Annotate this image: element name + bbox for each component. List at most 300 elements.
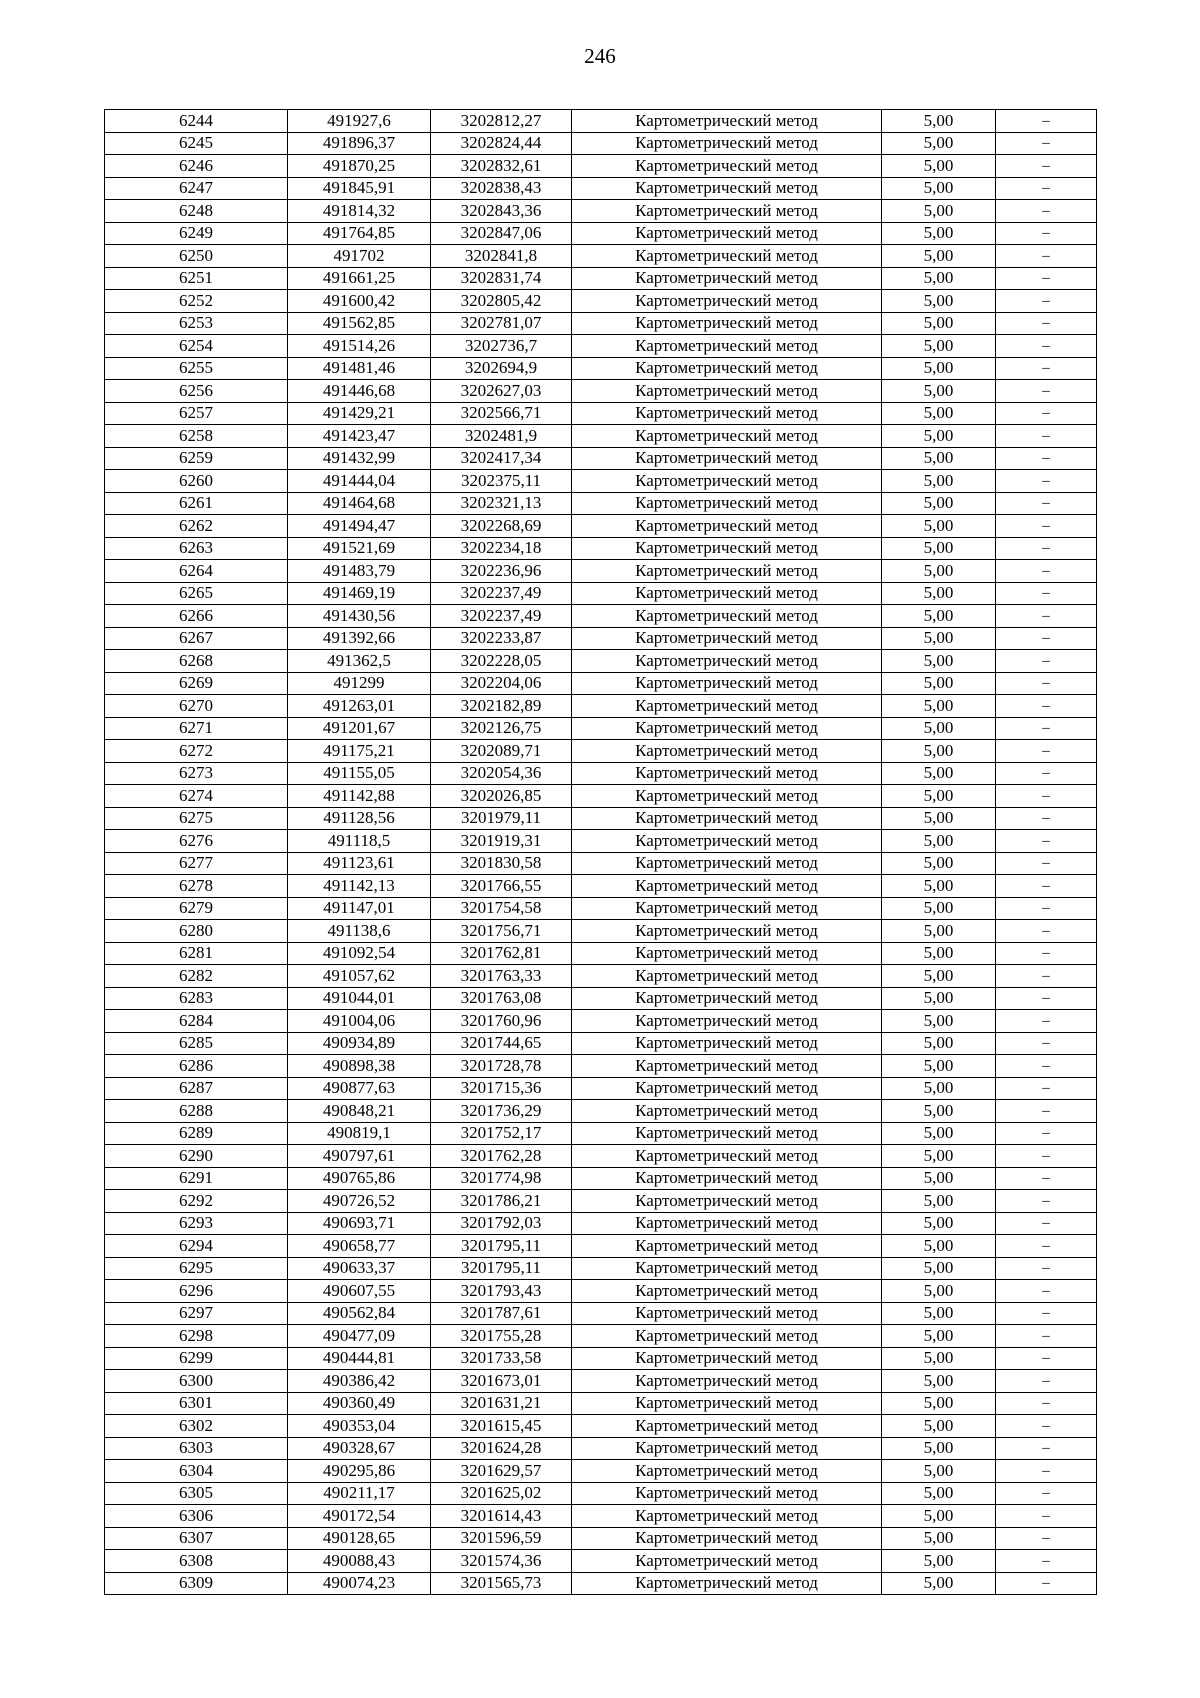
method-cell: Картометрический метод [572, 515, 882, 538]
dash-cell: – [996, 1482, 1097, 1505]
y-coordinate-cell: 3201733,58 [431, 1347, 572, 1370]
x-coordinate-cell: 490819,1 [288, 1122, 431, 1145]
method-cell: Картометрический метод [572, 1392, 882, 1415]
precision-cell: 5,00 [882, 852, 996, 875]
point-number-cell: 6263 [105, 537, 288, 560]
method-cell: Картометрический метод [572, 1167, 882, 1190]
precision-cell: 5,00 [882, 267, 996, 290]
precision-cell: 5,00 [882, 740, 996, 763]
table-row [105, 1325, 1097, 1348]
point-number-cell: 6303 [105, 1437, 288, 1460]
dash-cell: – [996, 1235, 1097, 1258]
point-number-cell: 6291 [105, 1167, 288, 1190]
table-row [105, 1055, 1097, 1078]
point-number-cell: 6270 [105, 695, 288, 718]
point-number-cell: 6271 [105, 717, 288, 740]
x-coordinate-cell: 491299 [288, 672, 431, 695]
y-coordinate-cell: 3201793,43 [431, 1280, 572, 1303]
y-coordinate-cell: 3202233,87 [431, 627, 572, 650]
dash-cell: – [996, 132, 1097, 155]
table-row [105, 1550, 1097, 1573]
method-cell: Картометрический метод [572, 177, 882, 200]
dash-cell: – [996, 605, 1097, 628]
method-cell: Картометрический метод [572, 717, 882, 740]
point-number-cell: 6298 [105, 1325, 288, 1348]
x-coordinate-cell: 491464,68 [288, 492, 431, 515]
y-coordinate-cell: 3201792,03 [431, 1212, 572, 1235]
method-cell: Картометрический метод [572, 267, 882, 290]
dash-cell: – [996, 1505, 1097, 1528]
precision-cell: 5,00 [882, 1370, 996, 1393]
x-coordinate-cell: 491896,37 [288, 132, 431, 155]
table-row [105, 132, 1097, 155]
x-coordinate-cell: 491429,21 [288, 402, 431, 425]
table-row [105, 650, 1097, 673]
table-row [105, 357, 1097, 380]
method-cell: Картометрический метод [572, 357, 882, 380]
table-row [105, 1527, 1097, 1550]
x-coordinate-cell: 491138,6 [288, 920, 431, 943]
dash-cell: – [996, 785, 1097, 808]
method-cell: Картометрический метод [572, 762, 882, 785]
point-number-cell: 6302 [105, 1415, 288, 1438]
dash-cell: – [996, 177, 1097, 200]
method-cell: Картометрический метод [572, 1505, 882, 1528]
method-cell: Картометрический метод [572, 1572, 882, 1595]
method-cell: Картометрический метод [572, 155, 882, 178]
point-number-cell: 6281 [105, 942, 288, 965]
precision-cell: 5,00 [882, 1505, 996, 1528]
table-row [105, 110, 1097, 133]
dash-cell: – [996, 492, 1097, 515]
precision-cell: 5,00 [882, 1572, 996, 1595]
x-coordinate-cell: 491057,62 [288, 965, 431, 988]
point-number-cell: 6306 [105, 1505, 288, 1528]
y-coordinate-cell: 3202781,07 [431, 312, 572, 335]
point-number-cell: 6267 [105, 627, 288, 650]
y-coordinate-cell: 3201760,96 [431, 1010, 572, 1033]
method-cell: Картометрический метод [572, 560, 882, 583]
method-cell: Картометрический метод [572, 1100, 882, 1123]
dash-cell: – [996, 245, 1097, 268]
y-coordinate-cell: 3202627,03 [431, 380, 572, 403]
coordinates-table [104, 109, 1097, 1595]
table-row [105, 1370, 1097, 1393]
precision-cell: 5,00 [882, 110, 996, 133]
table-row [105, 470, 1097, 493]
method-cell: Картометрический метод [572, 1347, 882, 1370]
point-number-cell: 6269 [105, 672, 288, 695]
point-number-cell: 6274 [105, 785, 288, 808]
point-number-cell: 6254 [105, 335, 288, 358]
table-row [105, 1167, 1097, 1190]
dash-cell: – [996, 672, 1097, 695]
precision-cell: 5,00 [882, 762, 996, 785]
method-cell: Картометрический метод [572, 312, 882, 335]
x-coordinate-cell: 491444,04 [288, 470, 431, 493]
point-number-cell: 6305 [105, 1482, 288, 1505]
y-coordinate-cell: 3201763,08 [431, 987, 572, 1010]
table-row [105, 1145, 1097, 1168]
precision-cell: 5,00 [882, 807, 996, 830]
table-row [105, 425, 1097, 448]
precision-cell: 5,00 [882, 1325, 996, 1348]
table-row [105, 1505, 1097, 1528]
precision-cell: 5,00 [882, 627, 996, 650]
y-coordinate-cell: 3201766,55 [431, 875, 572, 898]
y-coordinate-cell: 3202847,06 [431, 222, 572, 245]
method-cell: Картометрический метод [572, 672, 882, 695]
precision-cell: 5,00 [882, 132, 996, 155]
table-row [105, 537, 1097, 560]
table-row [105, 1572, 1097, 1595]
x-coordinate-cell: 491147,01 [288, 897, 431, 920]
dash-cell: – [996, 155, 1097, 178]
precision-cell: 5,00 [882, 1100, 996, 1123]
y-coordinate-cell: 3202321,13 [431, 492, 572, 515]
x-coordinate-cell: 491446,68 [288, 380, 431, 403]
method-cell: Картометрический метод [572, 447, 882, 470]
method-cell: Картометрический метод [572, 1482, 882, 1505]
x-coordinate-cell: 490128,65 [288, 1527, 431, 1550]
precision-cell: 5,00 [882, 582, 996, 605]
x-coordinate-cell: 491469,19 [288, 582, 431, 605]
method-cell: Картометрический метод [572, 200, 882, 223]
point-number-cell: 6273 [105, 762, 288, 785]
method-cell: Картометрический метод [572, 290, 882, 313]
precision-cell: 5,00 [882, 1167, 996, 1190]
method-cell: Картометрический метод [572, 942, 882, 965]
table-row [105, 560, 1097, 583]
method-cell: Картометрический метод [572, 1122, 882, 1145]
point-number-cell: 6250 [105, 245, 288, 268]
method-cell: Картометрический метод [572, 987, 882, 1010]
point-number-cell: 6283 [105, 987, 288, 1010]
y-coordinate-cell: 3202234,18 [431, 537, 572, 560]
precision-cell: 5,00 [882, 447, 996, 470]
x-coordinate-cell: 491392,66 [288, 627, 431, 650]
x-coordinate-cell: 491494,47 [288, 515, 431, 538]
method-cell: Картометрический метод [572, 785, 882, 808]
precision-cell: 5,00 [882, 312, 996, 335]
table-row [105, 290, 1097, 313]
point-number-cell: 6265 [105, 582, 288, 605]
precision-cell: 5,00 [882, 402, 996, 425]
point-number-cell: 6279 [105, 897, 288, 920]
table-row [105, 897, 1097, 920]
x-coordinate-cell: 490848,21 [288, 1100, 431, 1123]
table-row [105, 335, 1097, 358]
precision-cell: 5,00 [882, 492, 996, 515]
y-coordinate-cell: 3201574,36 [431, 1550, 572, 1573]
x-coordinate-cell: 491142,88 [288, 785, 431, 808]
dash-cell: – [996, 830, 1097, 853]
table-row [105, 1392, 1097, 1415]
x-coordinate-cell: 490211,17 [288, 1482, 431, 1505]
y-coordinate-cell: 3201624,28 [431, 1437, 572, 1460]
dash-cell: – [996, 515, 1097, 538]
precision-cell: 5,00 [882, 1145, 996, 1168]
precision-cell: 5,00 [882, 830, 996, 853]
dash-cell: – [996, 1212, 1097, 1235]
point-number-cell: 6290 [105, 1145, 288, 1168]
point-number-cell: 6277 [105, 852, 288, 875]
precision-cell: 5,00 [882, 897, 996, 920]
table-row [105, 672, 1097, 695]
x-coordinate-cell: 490726,52 [288, 1190, 431, 1213]
y-coordinate-cell: 3201786,21 [431, 1190, 572, 1213]
method-cell: Картометрический метод [572, 695, 882, 718]
y-coordinate-cell: 3201673,01 [431, 1370, 572, 1393]
point-number-cell: 6300 [105, 1370, 288, 1393]
x-coordinate-cell: 491092,54 [288, 942, 431, 965]
table-row [105, 1347, 1097, 1370]
y-coordinate-cell: 3201762,81 [431, 942, 572, 965]
y-coordinate-cell: 3201736,29 [431, 1100, 572, 1123]
x-coordinate-cell: 490607,55 [288, 1280, 431, 1303]
point-number-cell: 6262 [105, 515, 288, 538]
table-row [105, 380, 1097, 403]
precision-cell: 5,00 [882, 357, 996, 380]
x-coordinate-cell: 490877,63 [288, 1077, 431, 1100]
dash-cell: – [996, 1077, 1097, 1100]
table-row [105, 222, 1097, 245]
table-row [105, 920, 1097, 943]
x-coordinate-cell: 491155,05 [288, 762, 431, 785]
point-number-cell: 6244 [105, 110, 288, 133]
y-coordinate-cell: 3201756,71 [431, 920, 572, 943]
point-number-cell: 6299 [105, 1347, 288, 1370]
point-number-cell: 6261 [105, 492, 288, 515]
table-row [105, 830, 1097, 853]
table-row [105, 1100, 1097, 1123]
x-coordinate-cell: 490658,77 [288, 1235, 431, 1258]
x-coordinate-cell: 491362,5 [288, 650, 431, 673]
dash-cell: – [996, 1572, 1097, 1595]
dash-cell: – [996, 1167, 1097, 1190]
point-number-cell: 6278 [105, 875, 288, 898]
method-cell: Картометрический метод [572, 335, 882, 358]
precision-cell: 5,00 [882, 200, 996, 223]
method-cell: Картометрический метод [572, 897, 882, 920]
x-coordinate-cell: 491483,79 [288, 560, 431, 583]
x-coordinate-cell: 491123,61 [288, 852, 431, 875]
dash-cell: – [996, 1302, 1097, 1325]
point-number-cell: 6309 [105, 1572, 288, 1595]
method-cell: Картометрический метод [572, 965, 882, 988]
x-coordinate-cell: 491600,42 [288, 290, 431, 313]
x-coordinate-cell: 491661,25 [288, 267, 431, 290]
x-coordinate-cell: 491514,26 [288, 335, 431, 358]
method-cell: Картометрический метод [572, 852, 882, 875]
precision-cell: 5,00 [882, 515, 996, 538]
precision-cell: 5,00 [882, 335, 996, 358]
precision-cell: 5,00 [882, 1235, 996, 1258]
point-number-cell: 6301 [105, 1392, 288, 1415]
y-coordinate-cell: 3201830,58 [431, 852, 572, 875]
method-cell: Картометрический метод [572, 1257, 882, 1280]
x-coordinate-cell: 491142,13 [288, 875, 431, 898]
dash-cell: – [996, 942, 1097, 965]
table-row [105, 267, 1097, 290]
precision-cell: 5,00 [882, 1527, 996, 1550]
dash-cell: – [996, 1280, 1097, 1303]
method-cell: Картометрический метод [572, 1190, 882, 1213]
y-coordinate-cell: 3201755,28 [431, 1325, 572, 1348]
dash-cell: – [996, 470, 1097, 493]
dash-cell: – [996, 762, 1097, 785]
x-coordinate-cell: 491004,06 [288, 1010, 431, 1033]
method-cell: Картометрический метод [572, 1010, 882, 1033]
table-row [105, 200, 1097, 223]
method-cell: Картометрический метод [572, 1460, 882, 1483]
y-coordinate-cell: 3201615,45 [431, 1415, 572, 1438]
dash-cell: – [996, 537, 1097, 560]
point-number-cell: 6287 [105, 1077, 288, 1100]
y-coordinate-cell: 3201979,11 [431, 807, 572, 830]
y-coordinate-cell: 3202054,36 [431, 762, 572, 785]
dash-cell: – [996, 1100, 1097, 1123]
precision-cell: 5,00 [882, 942, 996, 965]
table-row [105, 627, 1097, 650]
dash-cell: – [996, 1460, 1097, 1483]
dash-cell: – [996, 380, 1097, 403]
dash-cell: – [996, 1122, 1097, 1145]
x-coordinate-cell: 490088,43 [288, 1550, 431, 1573]
point-number-cell: 6264 [105, 560, 288, 583]
dash-cell: – [996, 1392, 1097, 1415]
method-cell: Картометрический метод [572, 650, 882, 673]
table-row [105, 605, 1097, 628]
y-coordinate-cell: 3201715,36 [431, 1077, 572, 1100]
dash-cell: – [996, 920, 1097, 943]
precision-cell: 5,00 [882, 1415, 996, 1438]
dash-cell: – [996, 425, 1097, 448]
point-number-cell: 6256 [105, 380, 288, 403]
dash-cell: – [996, 740, 1097, 763]
y-coordinate-cell: 3202843,36 [431, 200, 572, 223]
y-coordinate-cell: 3201795,11 [431, 1235, 572, 1258]
precision-cell: 5,00 [882, 1077, 996, 1100]
method-cell: Картометрический метод [572, 470, 882, 493]
x-coordinate-cell: 491764,85 [288, 222, 431, 245]
dash-cell: – [996, 987, 1097, 1010]
method-cell: Картометрический метод [572, 1550, 882, 1573]
x-coordinate-cell: 491044,01 [288, 987, 431, 1010]
x-coordinate-cell: 491562,85 [288, 312, 431, 335]
point-number-cell: 6294 [105, 1235, 288, 1258]
x-coordinate-cell: 491814,32 [288, 200, 431, 223]
x-coordinate-cell: 490074,23 [288, 1572, 431, 1595]
dash-cell: – [996, 1347, 1097, 1370]
coordinates-table-body [105, 110, 1097, 1595]
precision-cell: 5,00 [882, 1212, 996, 1235]
y-coordinate-cell: 3201919,31 [431, 830, 572, 853]
y-coordinate-cell: 3201565,73 [431, 1572, 572, 1595]
y-coordinate-cell: 3201795,11 [431, 1257, 572, 1280]
table-row [105, 1257, 1097, 1280]
y-coordinate-cell: 3201728,78 [431, 1055, 572, 1078]
dash-cell: – [996, 582, 1097, 605]
y-coordinate-cell: 3202268,69 [431, 515, 572, 538]
table-row [105, 987, 1097, 1010]
point-number-cell: 6253 [105, 312, 288, 335]
y-coordinate-cell: 3202736,7 [431, 335, 572, 358]
table-row [105, 942, 1097, 965]
point-number-cell: 6249 [105, 222, 288, 245]
precision-cell: 5,00 [882, 1302, 996, 1325]
table-row [105, 1437, 1097, 1460]
y-coordinate-cell: 3202126,75 [431, 717, 572, 740]
point-number-cell: 6280 [105, 920, 288, 943]
table-row [105, 1280, 1097, 1303]
table-row [105, 447, 1097, 470]
precision-cell: 5,00 [882, 470, 996, 493]
method-cell: Картометрический метод [572, 1370, 882, 1393]
method-cell: Картометрический метод [572, 875, 882, 898]
point-number-cell: 6286 [105, 1055, 288, 1078]
table-row [105, 740, 1097, 763]
x-coordinate-cell: 490444,81 [288, 1347, 431, 1370]
x-coordinate-cell: 491423,47 [288, 425, 431, 448]
point-number-cell: 6275 [105, 807, 288, 830]
table-row [105, 807, 1097, 830]
method-cell: Картометрический метод [572, 1235, 882, 1258]
point-number-cell: 6284 [105, 1010, 288, 1033]
point-number-cell: 6246 [105, 155, 288, 178]
x-coordinate-cell: 490328,67 [288, 1437, 431, 1460]
y-coordinate-cell: 3202237,49 [431, 605, 572, 628]
method-cell: Картометрический метод [572, 1145, 882, 1168]
method-cell: Картометрический метод [572, 740, 882, 763]
point-number-cell: 6296 [105, 1280, 288, 1303]
point-number-cell: 6257 [105, 402, 288, 425]
dash-cell: – [996, 1190, 1097, 1213]
x-coordinate-cell: 491432,99 [288, 447, 431, 470]
dash-cell: – [996, 852, 1097, 875]
method-cell: Картометрический метод [572, 627, 882, 650]
precision-cell: 5,00 [882, 717, 996, 740]
method-cell: Картометрический метод [572, 492, 882, 515]
method-cell: Картометрический метод [572, 1325, 882, 1348]
y-coordinate-cell: 3202832,61 [431, 155, 572, 178]
table-row [105, 1212, 1097, 1235]
table-row [105, 1077, 1097, 1100]
y-coordinate-cell: 3201752,17 [431, 1122, 572, 1145]
precision-cell: 5,00 [882, 920, 996, 943]
x-coordinate-cell: 490360,49 [288, 1392, 431, 1415]
dash-cell: – [996, 1527, 1097, 1550]
precision-cell: 5,00 [882, 290, 996, 313]
dash-cell: – [996, 560, 1097, 583]
precision-cell: 5,00 [882, 1482, 996, 1505]
dash-cell: – [996, 312, 1097, 335]
y-coordinate-cell: 3202026,85 [431, 785, 572, 808]
method-cell: Картометрический метод [572, 605, 882, 628]
precision-cell: 5,00 [882, 1437, 996, 1460]
table-row [105, 965, 1097, 988]
table-row [105, 492, 1097, 515]
precision-cell: 5,00 [882, 965, 996, 988]
y-coordinate-cell: 3201744,65 [431, 1032, 572, 1055]
point-number-cell: 6289 [105, 1122, 288, 1145]
y-coordinate-cell: 3201625,02 [431, 1482, 572, 1505]
x-coordinate-cell: 491702 [288, 245, 431, 268]
dash-cell: – [996, 1325, 1097, 1348]
x-coordinate-cell: 491201,67 [288, 717, 431, 740]
y-coordinate-cell: 3202236,96 [431, 560, 572, 583]
method-cell: Картометрический метод [572, 222, 882, 245]
